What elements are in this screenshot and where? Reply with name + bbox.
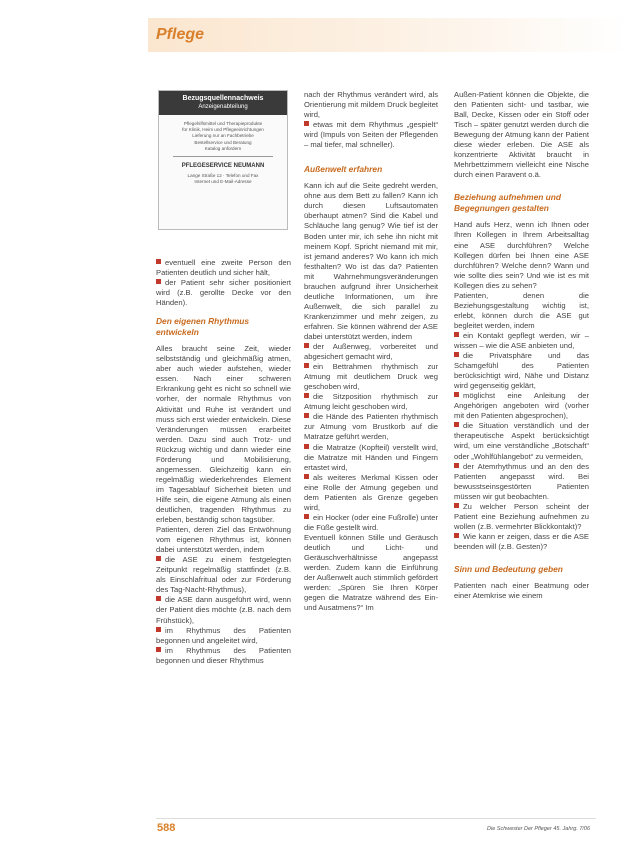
- ad-subtitle: Anzeigenabteilung: [198, 104, 248, 110]
- list-item: [156, 646, 291, 666]
- bullet-square-icon: [156, 259, 161, 264]
- list-item: [454, 421, 589, 461]
- list-item-text: die Sitzposition rhythmisch zur Atmung leicht geschoben wird,: [304, 392, 438, 412]
- ad-company: PFLEGESERVICE NEUMANN: [181, 163, 265, 170]
- list-item: [454, 391, 589, 421]
- subheading: Sinn und Bedeutung geben: [454, 563, 563, 574]
- list-item-text: der Patient sehr sicher positioniert wird (z.B. gerollte Decke vor den Händen).: [156, 278, 291, 308]
- bullet-square-icon: [454, 332, 459, 337]
- ad-line: Pflegehilfsmittel und Therapieprodukte: [183, 121, 263, 126]
- column-1: [156, 258, 291, 666]
- list-item-text: ein Bettrahmen rhythmisch zur Atmung mit deutlichem Druck weg geschoben wird,: [304, 362, 438, 392]
- bullet-square-icon: [304, 343, 309, 348]
- bullet-square-icon: [454, 422, 459, 427]
- list-item: [454, 462, 589, 502]
- section-header-band: [148, 18, 628, 52]
- list-item-text: die Situation verständlich und der therapeutische Aspekt berücksichtigt wird, um eine verständliche „Botschaft“ oder „Wohlfühlangebot“ zu vermeiden,: [454, 421, 589, 461]
- list-item: [156, 595, 291, 625]
- ad-header: [159, 91, 287, 115]
- list-item-text: der Außenweg, vorbereitet und abgesichert gemacht wird,: [304, 342, 438, 362]
- list-item: [156, 258, 291, 278]
- list-item: [454, 351, 589, 391]
- list-item-text: ein Hocker (oder eine Fußrolle) unter die Füße gestellt wird.: [304, 512, 438, 532]
- list-item-text: eventuell eine zweite Person den Patienten deutlich und sicher hält,: [156, 258, 291, 278]
- list-item-text: im Rhythmus des Patienten begonnen und angeleitet wird,: [156, 625, 291, 645]
- list-item: [156, 278, 291, 308]
- list-item-text: im Rhythmus des Patienten begonnen und dieser Rhythmus: [156, 645, 291, 665]
- advertisement-box: [158, 90, 288, 230]
- section-title: Pflege: [156, 26, 205, 43]
- ad-line: für Klinik, Heim und Pflegeeinrichtungen: [182, 127, 264, 133]
- list-item: [304, 513, 438, 533]
- bullet-square-icon: [454, 463, 459, 468]
- list-item: [304, 443, 438, 473]
- bullet-square-icon: [454, 392, 459, 397]
- bullet-square-icon: [156, 627, 161, 632]
- body-paragraph: Außen-Patient können die Objekte, die den Patienten sicht- und tastbar, wie Ball, Decke, Kissen oder ein Stoff oder Tisch – später genutzt werden durch die Bewegung der Atmung kann der Patient diese wieder erleben. Die ASE als konzentrierte Aktivität braucht in Mehrbettzimmern vielleicht eine Nische durch einen Paravent o.ä.: [454, 90, 589, 180]
- body-paragraph: nach der Rhythmus verändert wird, als Orientierung mit mildem Druck begleitet wird,: [304, 90, 438, 120]
- list-item-text: die ASE zu einem festgelegten Zeitpunkt regelmäßig stattfindet (z.B. als Einschlafritual oder zur Förderung des Tag-Nacht-Rhythmus),: [156, 555, 291, 595]
- list-item: [304, 392, 438, 412]
- ad-line: Lieferung nur an Fachbetriebe: [192, 133, 254, 139]
- bullet-square-icon: [304, 363, 309, 368]
- bullet-square-icon: [454, 533, 459, 538]
- ad-contact: Lange Straße 12 · Telefon und Fax: [187, 173, 259, 179]
- list-item-text: möglichst eine Anleitung der Angehörigen angeboten wird (vorher mit den Patienten abgesprochen),: [454, 391, 589, 421]
- list-item: [454, 532, 589, 552]
- bullet-square-icon: [156, 596, 161, 601]
- ad-line: Katalog anfordern: [204, 145, 242, 151]
- footer-divider: [156, 818, 596, 819]
- ad-contact: Internet und E-Mail-Adresse: [194, 179, 252, 185]
- bullet-square-icon: [156, 556, 161, 561]
- list-item: [304, 342, 438, 362]
- body-paragraph: Eventuell können Stille und Geräusch deutlich und Licht- und Geräuschverhältnisse angepasst werden. Zudem kann die Einführung der Außenwelt auch stimmlich gefördert werden: „Spüren Sie Ihren Körper gegen die Matratze während des Ein- und Ausatmens?“ Im: [304, 532, 438, 613]
- bullet-square-icon: [454, 352, 459, 357]
- ad-line: Bestellservice und Beratung: [194, 139, 252, 145]
- body-paragraph: Alles braucht seine Zeit, wieder selbstständig und gleichmäßig atmen, aber auch wieder aufstehen, wieder essen. Nach einer schweren Erkrankung geht es nicht so schnell wie vorher, der normale Rhythmus von Aktivität und Ruhe ist verändert und muss sich erst wieder entwickeln. Diese Veränderungen müssen erarbeitet werden. Dazu sind auch Trotz- und Rückzug wichtig und dann wieder eine Förderung und Mobilisierung, angemessen. Gleichzeitig kann ein regelmäßig wiederkehrendes Element im Tagesablauf Sicherheit bieten und Hilfe sein, die eigene Atmung als einen deutlichen, tragenden Rhythmus zu erleben, beständig schon tagsüber.: [156, 344, 291, 525]
- column-2: [304, 90, 438, 613]
- subheading: Beziehung aufnehmen und Begegnungen gestalten: [454, 192, 562, 214]
- list-item: [304, 362, 438, 392]
- list-item: [156, 626, 291, 646]
- list-item: [304, 473, 438, 513]
- body-paragraph: Hand aufs Herz, wenn ich Ihnen oder Ihren Kollegen in Ihrem Arbeitsalltag eine ASE durchführen? Welche Kollegen dürfen bei Ihnen eine ASE durchführen? Welche denn? Wann und wie sollte dies sein? Und wie ist es mit Kollegen dies zu sehen?: [454, 220, 589, 290]
- bullet-square-icon: [304, 413, 309, 418]
- subheading: Außenwelt erfahren: [304, 164, 383, 175]
- list-item-text: die ASE dann ausgeführt wird, wenn der Patient dies möchte (z.B. nach dem Frühstück),: [156, 595, 291, 625]
- list-item: [454, 502, 589, 532]
- page-number: 588: [157, 822, 176, 834]
- body-paragraph: Patienten nach einer Beatmung oder einer Atemkrise wie einem: [454, 580, 589, 601]
- bullet-square-icon: [304, 393, 309, 398]
- list-item-text: die Matratze (Kopfteil) verstellt wird, die Matratze mit Händen und Fingern ertastet wird,: [304, 442, 438, 472]
- list-item-text: Wie kann er zeigen, dass er die ASE beenden will (z.B. Gesten)?: [454, 531, 589, 551]
- column-3: [454, 90, 589, 601]
- bullet-square-icon: [454, 503, 459, 508]
- bullet-square-icon: [304, 514, 309, 519]
- bullet-square-icon: [304, 474, 309, 479]
- list-item-text: die Hände des Patienten rhythmisch zur Atmung vom Brustkorb auf die Matratze geführt werden,: [304, 412, 438, 442]
- ad-title: Bezugsquellennachweis: [182, 95, 264, 102]
- subheading: Den eigenen Rhythmus entwickeln: [156, 316, 250, 338]
- list-item-text: die Privatsphäre und das Schamgefühl des Patienten berücksichtigt wird, Nähe und Distanz wird gegenseitig geklärt,: [454, 351, 589, 391]
- list-item-text: Zu welcher Person scheint der Patient eine Beziehung aufnehmen zu wollen (z.B. vermehrter Blickkontakt)?: [454, 501, 589, 531]
- list-item-text: der Atemrhythmus und an den des Patienten angepasst wird. Bei bewusstseinsgestörten Patienten müssen wir gut beobachten.: [454, 461, 589, 501]
- body-paragraph: Kann ich auf die Seite gedreht werden, ohne aus dem Bett zu fallen? Kann ich durch diesen Luftsautomaten überhaupt atmen? Sind die Kabel und Schläuche lang genug? Wie tief ist der Boden unter mir, ich sehe ihn nicht mit meinem Kopf. Spricht niemand mit mir, ist jemand anderes? Wo kann ich mich festhalten? Wo ist das da? Patienten mit Wahrnehmungsveränderungen brauchen aufgrund ihrer Unsicherheit deutliche Informationen, um ihre Außenwelt, die sich parallel zu Krankenzimmer und mehr zeigen, zu erfahren. Sie können während der ASE dabei unterstützt werden, indem: [304, 181, 438, 341]
- list-item: [156, 555, 291, 595]
- bullet-square-icon: [156, 279, 161, 284]
- list-item-text: ein Kontakt gepflegt werden, wir – wissen – wie die ASE anbieten und,: [454, 330, 589, 350]
- bullet-square-icon: [156, 647, 161, 652]
- ad-divider: [173, 156, 273, 157]
- list-item-text: etwas mit dem Rhythmus „gespielt“ wird (Impuls von Seiten der Pflegenden – mal tiefer, mal schneller).: [304, 120, 438, 150]
- bullet-square-icon: [304, 444, 309, 449]
- list-item: [304, 120, 438, 150]
- bullet-square-icon: [304, 121, 309, 126]
- list-item-text: als weiteres Merkmal Kissen oder eine Rolle der Atmung gegeben und dem Patienten als Grenze gegeben wird,: [304, 472, 438, 512]
- body-paragraph: Patienten, denen die Beziehungsgestaltung wichtig ist, erlebt, können durch die ASE gut begleitet werden, indem: [454, 290, 589, 330]
- magazine-footer: Die Schwester Der Pfleger 45. Jahrg. 7/06: [487, 826, 591, 832]
- body-paragraph: Patienten, deren Ziel das Entwöhnung vom eigenen Rhythmus ist, können dabei unterstützt werden, indem: [156, 525, 291, 555]
- list-item: [454, 331, 589, 351]
- list-item: [304, 412, 438, 442]
